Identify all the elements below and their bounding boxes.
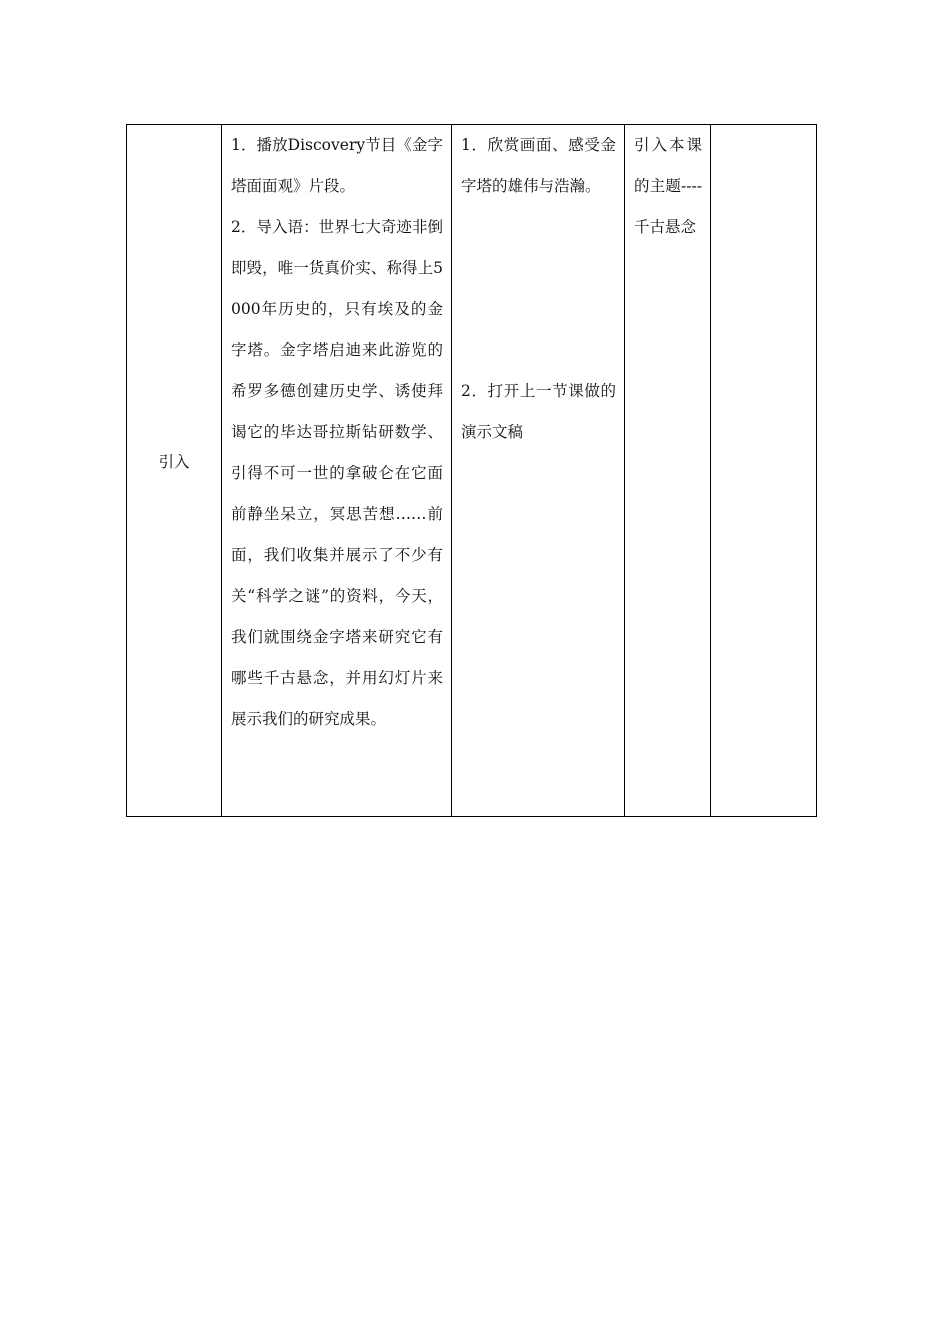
teacher-activity-cell xyxy=(222,125,452,817)
notes-cell xyxy=(711,125,817,817)
teacher-activity-item-2: 2．导入语：世界七大奇迹非倒即毁，唯一货真价实、称得上5000年历史的，只有埃及的金字塔。金字塔启迪来此游览的希罗多德创建历史学、诱使拜谒它的毕达哥拉斯钻研数学、引得不可一世的拿破仑在它面前静坐呆立，冥思苦想……前面，我们收集并展示了不少有关“科学之谜”的资料，今天，我们就围绕金字塔来研究它有哪些千古悬念，并用幻灯片来展示我们的研究成果。 xyxy=(231,218,443,728)
teacher-activity-item-1: 1．播放Discovery节目《金字塔面面观》片段。 xyxy=(231,136,443,195)
table-row xyxy=(127,125,817,817)
student-activity-cell xyxy=(452,125,625,817)
stage-label: 引入 xyxy=(158,453,190,471)
design-intent-text: 引入本课的主题----千古悬念 xyxy=(634,136,702,236)
student-activity-item-2: 2．打开上一节课做的演示文稿 xyxy=(461,382,616,441)
spacer xyxy=(461,207,616,371)
lesson-plan-table xyxy=(126,124,817,817)
student-activity-item-1: 1．欣赏画面、感受金字塔的雄伟与浩瀚。 xyxy=(461,136,616,195)
design-intent-cell xyxy=(625,125,711,817)
stage-cell xyxy=(127,125,222,817)
